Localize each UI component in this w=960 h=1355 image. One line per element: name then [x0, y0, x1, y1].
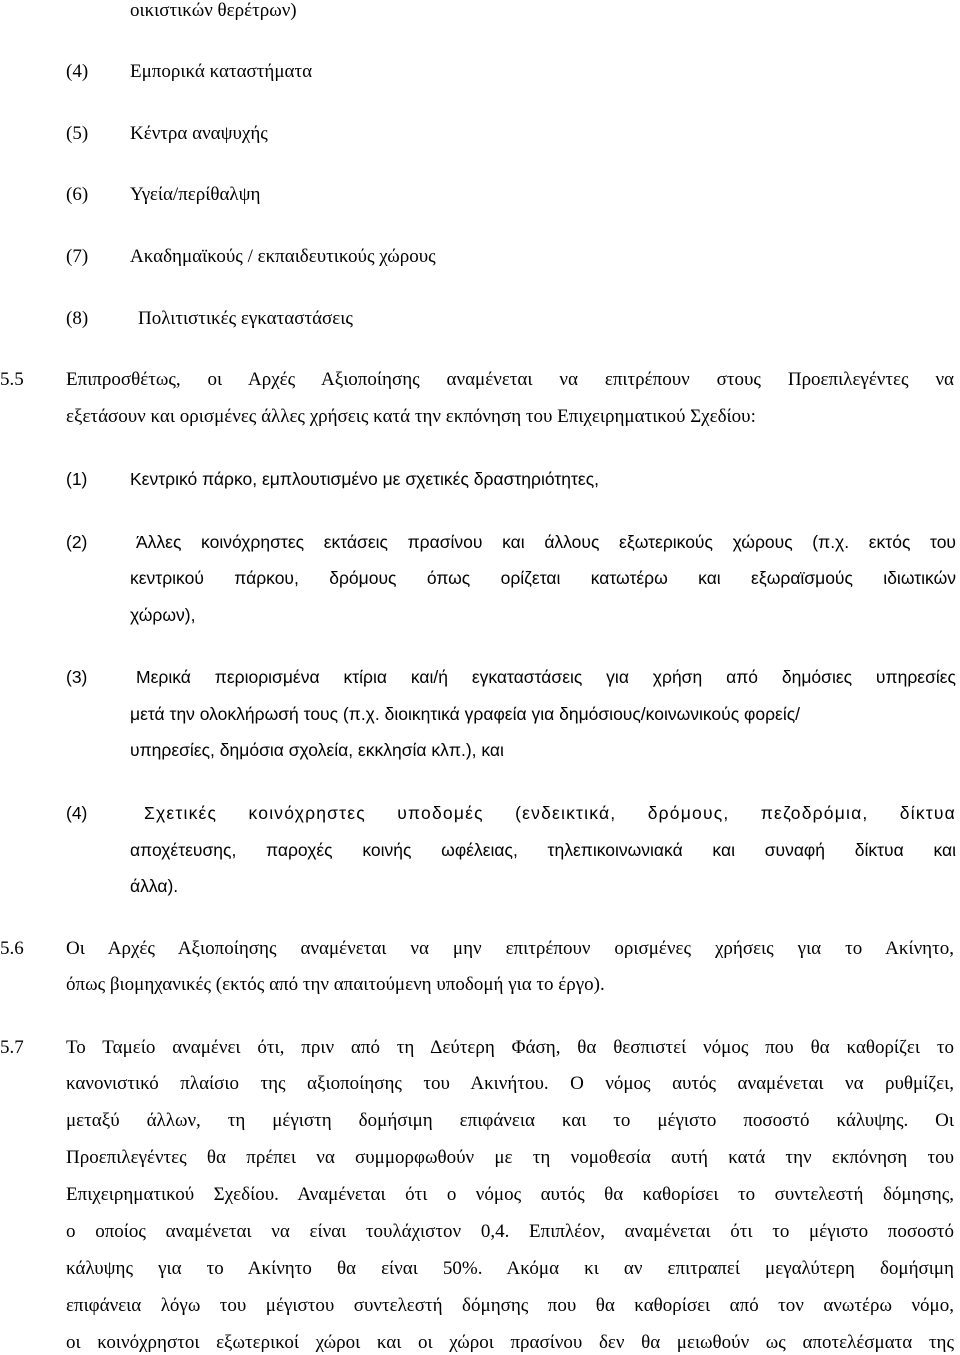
- paragraph-line: ο οποίος αναμένεται να είναι τουλάχιστον 0,4. Επιπλέον, αναμένεται ότι το μέγιστο ποσοστό: [66, 1221, 954, 1242]
- list-item-text: Εμπορικά καταστήματα: [130, 61, 313, 82]
- paragraph-line: εξετάσουν και ορισμένες άλλες χρήσεις κατά την εκπόνηση του Επιχειρηματικού Σχεδίου:: [66, 406, 756, 427]
- list-item-text: Πολιτιστικές εγκαταστάσεις: [138, 308, 353, 329]
- list-item-number: (7): [66, 246, 89, 267]
- list-item-number: (2): [66, 532, 88, 552]
- list-item-text: Κέντρα αναψυχής: [130, 123, 268, 144]
- list-item-text: χώρων),: [130, 605, 196, 625]
- paragraph-line: Προεπιλεγέντες θα πρέπει να συμμορφωθούν με τη νομοθεσία αυτή κατά την εκπόνηση του: [66, 1147, 954, 1168]
- paragraph-line: οι κοινόχρηστοι εξωτερικοί χώροι και οι χώροι πρασίνου δεν θα μειωθούν ως αποτελέσματα της: [66, 1332, 954, 1353]
- list-item-text: μετά την ολοκλήρωσή τους (π.χ. διοικητικά γραφεία για δημόσιους/κοινωνικούς φορείς/: [130, 704, 801, 724]
- list-item-number: (1): [66, 469, 88, 489]
- list-item-text: κεντρικού πάρκου, δρόμους όπως ορίζεται κατωτέρω και εξωραϊσμούς ιδιωτικών: [130, 568, 956, 588]
- section-number: 5.5: [0, 369, 24, 390]
- list-continuation-line: οικιστικών θερέτρων): [130, 0, 297, 21]
- paragraph-line: Επιπροσθέτως, οι Αρχές Αξιοποίησης αναμένεται να επιτρέπουν στους Προεπιλεγέντες να: [66, 369, 954, 390]
- section-number: 5.6: [0, 938, 24, 959]
- paragraph-line: όπως βιομηχανικές (εκτός από την απαιτούμενη υποδομή για το έργο).: [66, 974, 605, 995]
- list-item-number: (6): [66, 184, 89, 205]
- paragraph-line: κάλυψης για το Ακίνητο θα είναι 50%. Ακόμα κι αν επιτραπεί μεγαλύτερη δομήσιμη: [66, 1258, 954, 1279]
- paragraph-line: Επιχειρηματικού Σχεδίου. Αναμένεται ότι ο νόμος αυτός θα καθορίσει το συντελεστή δόμησης,: [66, 1184, 954, 1205]
- list-item-number: (4): [66, 803, 88, 823]
- list-item-number: (8): [66, 308, 89, 329]
- section-number: 5.7: [0, 1037, 24, 1058]
- paragraph-line: κανονιστικό πλαίσιο της αξιοποίησης του Ακινήτου. Ο νόμος αυτός αναμένεται να ρυθμίζει,: [66, 1073, 954, 1094]
- list-item-number: (4): [66, 61, 89, 82]
- list-item-text: άλλα).: [130, 876, 179, 896]
- paragraph-line: Οι Αρχές Αξιοποίησης αναμένεται να μην επιτρέπουν ορισμένες χρήσεις για το Ακίνητο,: [66, 938, 954, 959]
- list-item-text: υπηρεσίες, δημόσια σχολεία, εκκλησία κλπ.), και: [130, 740, 504, 760]
- list-item-text: Σχετικές κοινόχρηστες υποδομές (ενδεικτικά, δρόμους, πεζοδρόμια, δίκτυα: [144, 803, 956, 823]
- list-item-text: Υγεία/περίθαλψη: [130, 184, 261, 205]
- paragraph-line: μεταξύ άλλων, τη μέγιστη δομήσιμη επιφάνεια και το μέγιστο ποσοστό κάλυψης. Οι: [66, 1110, 954, 1131]
- list-item-number: (3): [66, 667, 88, 687]
- paragraph-line: Το Ταμείο αναμένει ότι, πριν από τη Δεύτερη Φάση, θα θεσπιστεί νόμος που θα καθορίζει το: [66, 1037, 954, 1058]
- list-item-text: αποχέτευσης, παροχές κοινής ωφέλειας, τηλεπικοινωνιακά και συναφή δίκτυα και: [130, 840, 956, 860]
- list-item-text: Άλλες κοινόχρηστες εκτάσεις πρασίνου και άλλους εξωτερικούς χώρους (π.χ. εκτός του: [136, 532, 956, 552]
- list-item-text: Ακαδημαϊκούς / εκπαιδευτικούς χώρους: [130, 246, 436, 267]
- paragraph-line: επιφάνεια λόγω του μέγιστου συντελεστή δόμησης που θα καθορίσει από τον ανωτέρω νόμο,: [66, 1295, 954, 1316]
- list-item-text: Μερικά περιορισμένα κτίρια και/ή εγκαταστάσεις για χρήση από δημόσιες υπηρεσίες: [136, 667, 956, 687]
- list-item-text: Κεντρικό πάρκο, εμπλουτισμένο με σχετικές δραστηριότητες,: [130, 469, 600, 489]
- list-item-number: (5): [66, 123, 89, 144]
